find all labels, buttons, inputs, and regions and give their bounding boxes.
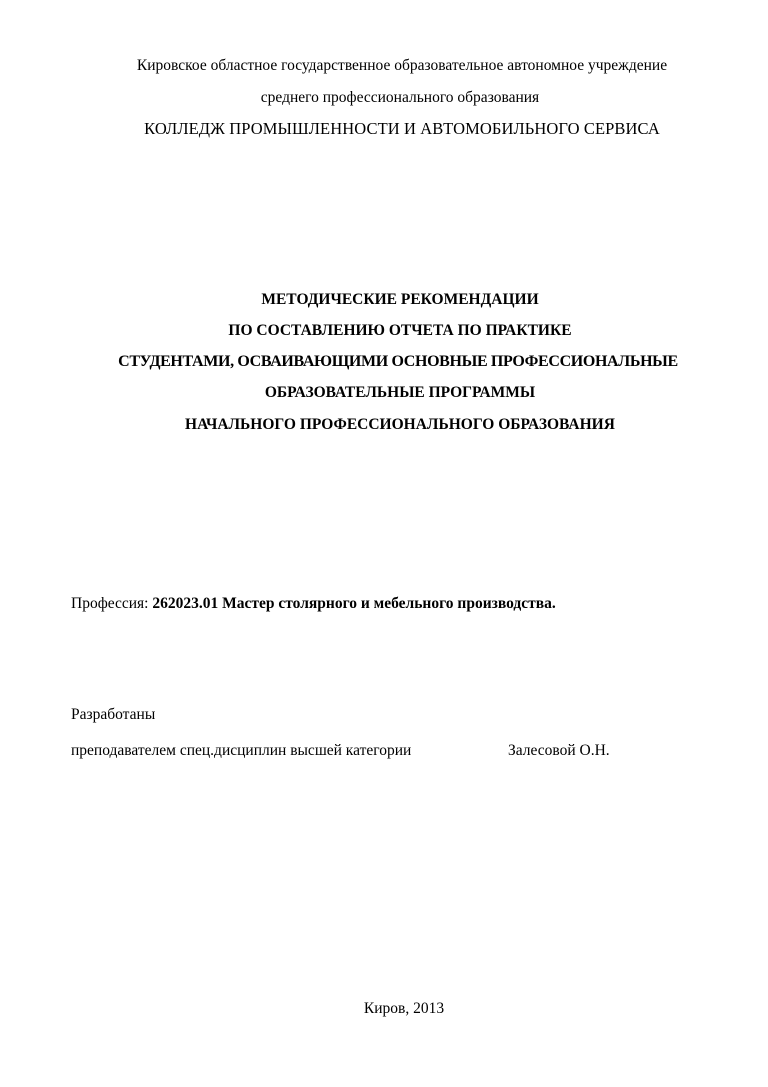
header-institution-line: Кировское областное государственное образовательное автономное учреждение — [136, 57, 668, 74]
title-line-4: ОБРАЗОВАТЕЛЬНЫЕ ПРОГРАММЫ — [264, 384, 536, 401]
title-line-2: ПО СОСТАВЛЕНИЮ ОТЧЕТА ПО ПРАКТИКЕ — [228, 322, 572, 339]
profession-line — [71, 594, 556, 614]
header-education-level: среднего профессионального образования — [260, 89, 540, 106]
title-line-5: НАЧАЛЬНОГО ПРОФЕССИОНАЛЬНОГО ОБРАЗОВАНИЯ — [185, 416, 615, 433]
footer-city-year: Киров, 2013 — [363, 1000, 445, 1017]
developer-author: Залесовой О.Н. — [508, 742, 610, 759]
developer-position: преподавателем спец.дисциплин высшей категории — [71, 742, 412, 759]
header-college-name: КОЛЛЕДЖ ПРОМЫШЛЕННОСТИ И АВТОМОБИЛЬНОГО СЕРВИСА — [144, 119, 660, 138]
profession-value: 262023.01 Мастер столярного и мебельного производства. — [152, 595, 556, 612]
profession-label: Профессия: — [71, 595, 153, 612]
title-line-3: СТУДЕНТАМИ, ОСВАИВАЮЩИМИ ОСНОВНЫЕ ПРОФЕССИОНАЛЬНЫЕ — [118, 353, 678, 370]
developed-label: Разработаны — [71, 706, 156, 723]
title-line-1: МЕТОДИЧЕСКИЕ РЕКОМЕНДАЦИИ — [261, 291, 539, 308]
